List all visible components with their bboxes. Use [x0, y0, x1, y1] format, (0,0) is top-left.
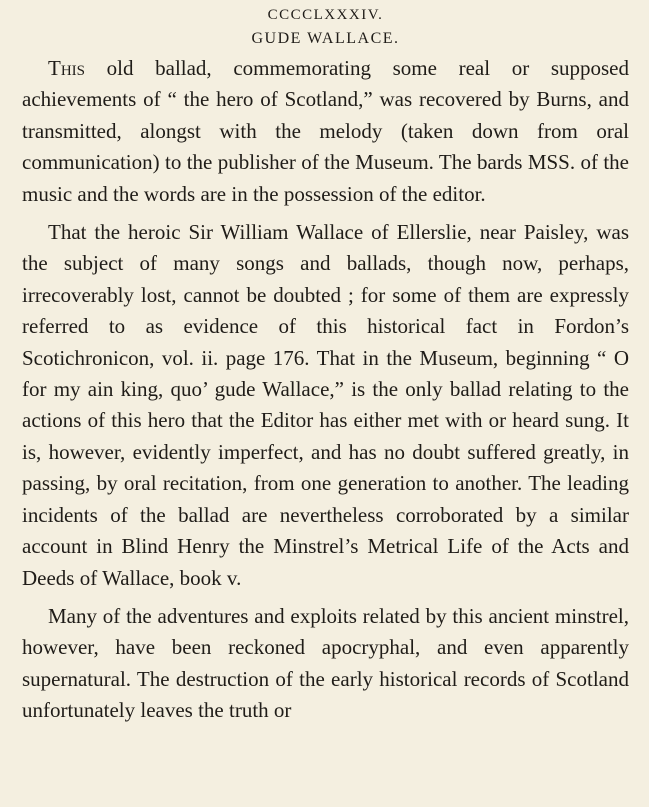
page-title: GUDE WALLACE. — [251, 30, 400, 47]
paragraph-text: That the heroic Sir William Wallace of Ellerslie, near Paisley, was the subject of many songs and ballads, though now, perhaps, irrecoverably lost, cannot be doubted ; for some of them are expressly referred to as evidence of this historical fact in Fordon’s Scotichronicon, vol. ii. page 176. That in the Museum, beginning “ O for my ain king, quo’ gude Wallace,” is the only ballad relating to the actions of this hero that the Editor has either met with or heard sung. It is, however, evidently imperfect, and has no doubt suffered greatly, in passing, by oral recitation, from one generation to another. The leading incidents of the ballad are nevertheless corroborated by a similar account in Blind Henry the Minstrel’s Metrical Life of the Acts and Deeds of Wallace, book v. — [22, 220, 629, 590]
paragraph-3 — [22, 601, 629, 727]
paragraph-text: Many of the adventures and exploits related by this ancient minstrel, however, have been reckoned apocryphal, and even apparently supernatural. The destruction of the early historical records of Scotland unfortunately leaves the truth or — [22, 603, 629, 723]
paragraph-2 — [22, 217, 629, 594]
paragraph-lead-word: This — [48, 56, 85, 80]
song-number: CCCCLXXXIV. — [267, 7, 384, 23]
paragraph-text: old ballad, commemorating some real or supposed achievements of “ the hero of Scotland,” was recovered by Burns, and transmitted, alongst with the melody (taken down from oral communication) to the publisher of the Museum. The bards MSS. of the music and the words are in the possession of the editor. — [22, 56, 629, 206]
paragraph-1 — [22, 53, 629, 210]
